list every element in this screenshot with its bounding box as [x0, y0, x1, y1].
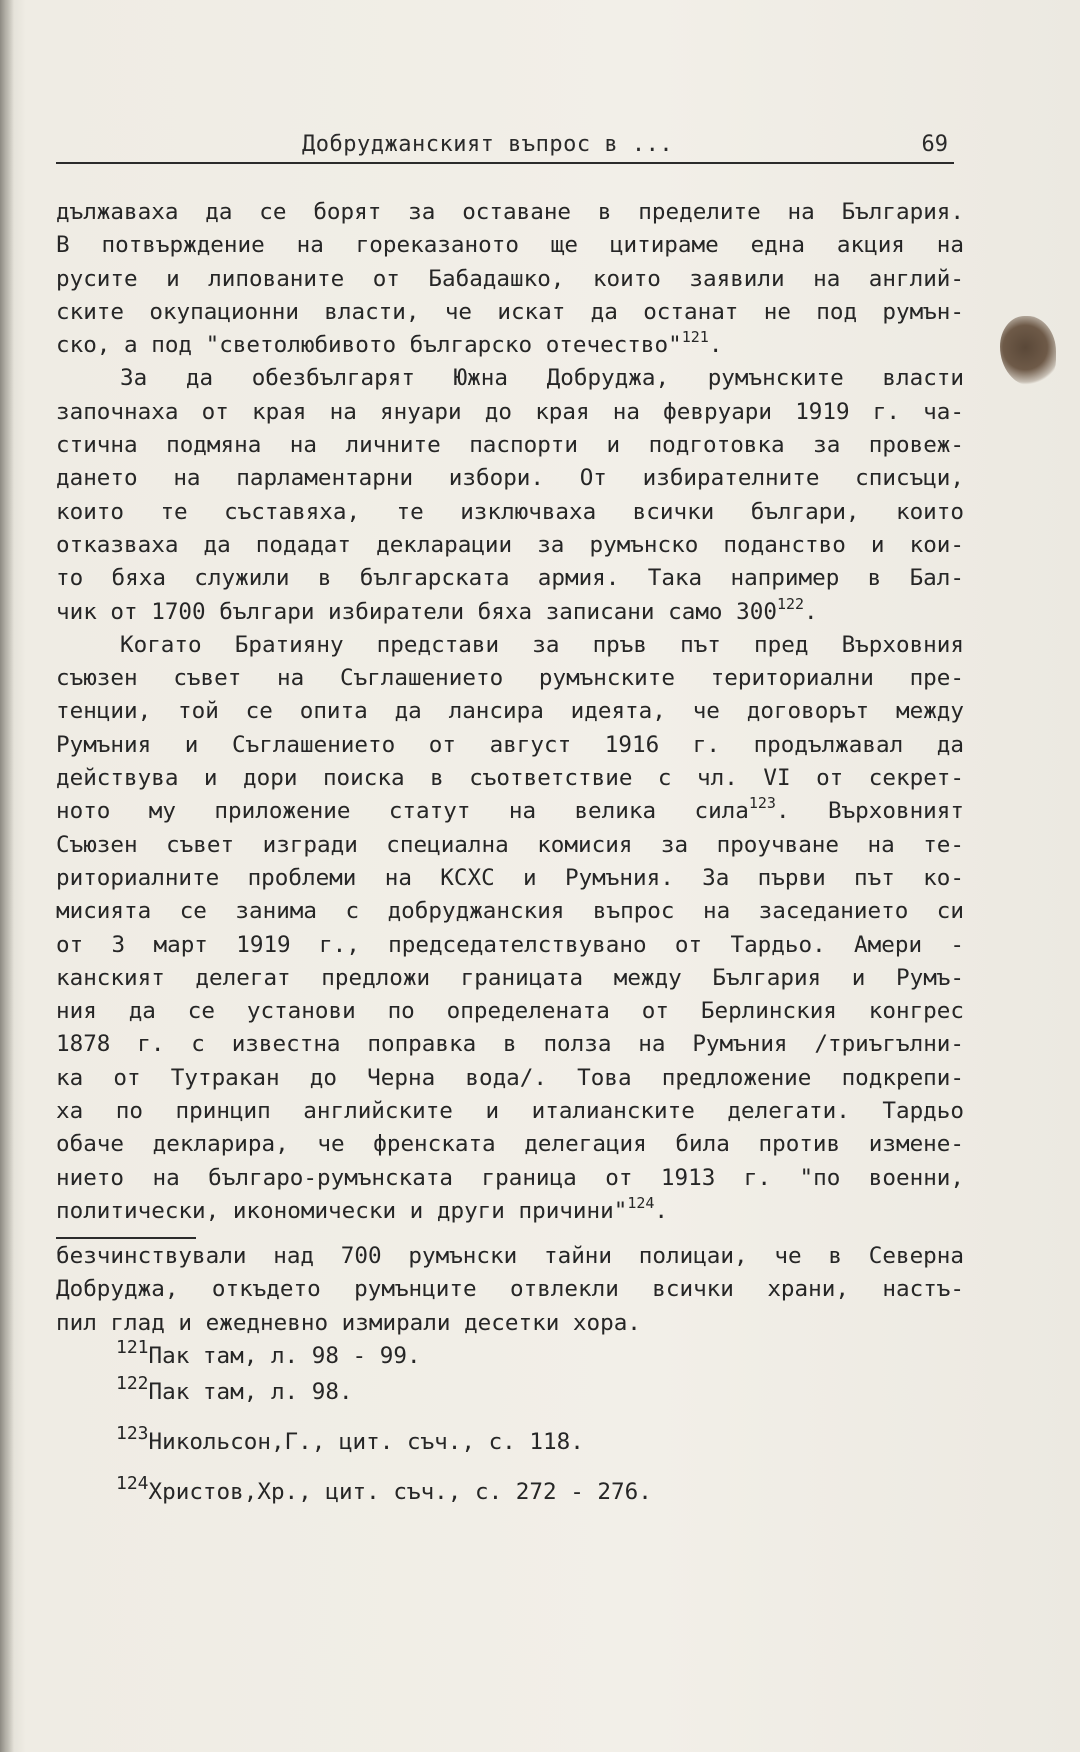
footnote-122: $^{122}$Пак там, л. 98.	[116, 1373, 353, 1405]
text-line: ха по принцип английските и италианските делегати. Тардьо	[56, 1098, 964, 1125]
text-line: ските окупационни власти, че искат да останат не под румън-	[56, 298, 964, 325]
text-line: русите и липованите от Бабадашко, които заявили на англий-	[56, 265, 964, 292]
paper-stain	[1000, 316, 1056, 386]
text-line: За да обезбългарят Южна Добруджа, румънските власти	[120, 365, 964, 392]
footnote-ref: 122	[776, 594, 805, 613]
footnote-line: Добруджа, откъдето румънците отвлекли всички храни, настъ-	[56, 1276, 964, 1303]
text-line: нието на българо-румънската граница от 1913 г. "по военни,	[56, 1164, 964, 1191]
text-line: стична подмяна на личните паспорти и подготовка за провеж-	[56, 432, 964, 459]
text-line: отказваха да подадат декларации за румънско поданство и кои-	[56, 531, 964, 558]
text-line: действува и дори поиска в съответствие с чл. VI от секрет-	[56, 765, 964, 792]
footnote-124: $^{124}$Христов,Хр., цит. съч., с. 272 - 276.	[116, 1473, 652, 1505]
footnotes	[116, 1337, 936, 1519]
text-line: чик от 1700 българи избиратели бяха записани само $300^{122}$.	[56, 594, 818, 625]
footnote-line: безчинствували над 700 румънски тайни полицаи, че в Северна	[56, 1243, 964, 1269]
text-line: започнаха от края на януари до края на февруари 1919 г. ча-	[56, 398, 964, 425]
footnote-divider	[56, 1237, 196, 1239]
text-line: дането на парламентарни избори. От избирателните списъци,	[56, 465, 964, 492]
text-line: политически, икономически и други причини"$^{124}$.	[56, 1193, 669, 1224]
text-line: тенции, той се опита да лансира идеята, че договорът между	[56, 698, 964, 725]
text-line: ско, а под "светолюбивото българско отечество"$^{121}$.	[56, 328, 723, 359]
text-line: Когато Братияну представи за пръв път пред Върховния	[120, 631, 964, 658]
text-line: дължаваха да се борят за оставане в пределите на България.	[56, 199, 964, 225]
text-line: които те съставяха, те изключваха всички българи, които	[56, 498, 964, 525]
text-line: съюзен съвет на Съглашението румънските териториални пре-	[56, 665, 964, 692]
page-header	[56, 130, 954, 164]
footnote-121: $^{121}$Пак там, л. 98 - 99.	[116, 1337, 421, 1369]
text-line: обаче декларира, че френската делегация била против измене-	[56, 1131, 964, 1158]
text-line: канският делегат предложи границата между България и Румъ-	[56, 964, 964, 991]
footnote-continuation	[56, 1240, 964, 1340]
text-line: риториалните проблеми на КСХС и Румъния. За първи път ко-	[56, 864, 964, 891]
text-line: от 3 март 1919 г., председателствувано от Тардьо. Амери -	[56, 931, 964, 958]
footnote-123: $^{123}$Никольсон,Г., цит. съч., с. 118.	[116, 1423, 584, 1455]
footnote-ref: 124	[627, 1193, 655, 1212]
text-line: Румъния и Съглашението от август 1916 г. продължавал да	[56, 731, 964, 758]
page-number: 69	[921, 132, 948, 157]
footnote-ref: 123	[748, 794, 776, 813]
footnote-line: пил глад и ежедневно измирали десетки хора.	[56, 1309, 641, 1336]
text-line: 1878 г. с известна поправка в полза на Румъния /триъгълни-	[56, 1031, 964, 1058]
text-line: Съюзен съвет изгради специална комисия за проучване на те-	[56, 831, 964, 858]
text-line: ния да се установи по определената от Берлинския конгрес	[56, 998, 964, 1025]
binding-edge	[0, 0, 14, 1752]
footnote-ref: 121	[681, 328, 709, 347]
running-title: Добруджанският въпрос в ...	[302, 132, 674, 157]
text-line: мисията се занима с добруджанския въпрос на заседанието си	[56, 898, 964, 925]
main-text	[56, 196, 964, 1228]
text-line: ното му приложение статут на велика сила$^{123}$. Върховният	[56, 794, 964, 825]
text-line: В потвърждение на гореказаното ще цитираме една акция на	[56, 232, 964, 259]
text-line: то бяха служили в българската армия. Така например в Бал-	[56, 565, 964, 592]
text-line: ка от Тутракан до Черна вода/. Това предложение подкрепи-	[56, 1064, 964, 1091]
